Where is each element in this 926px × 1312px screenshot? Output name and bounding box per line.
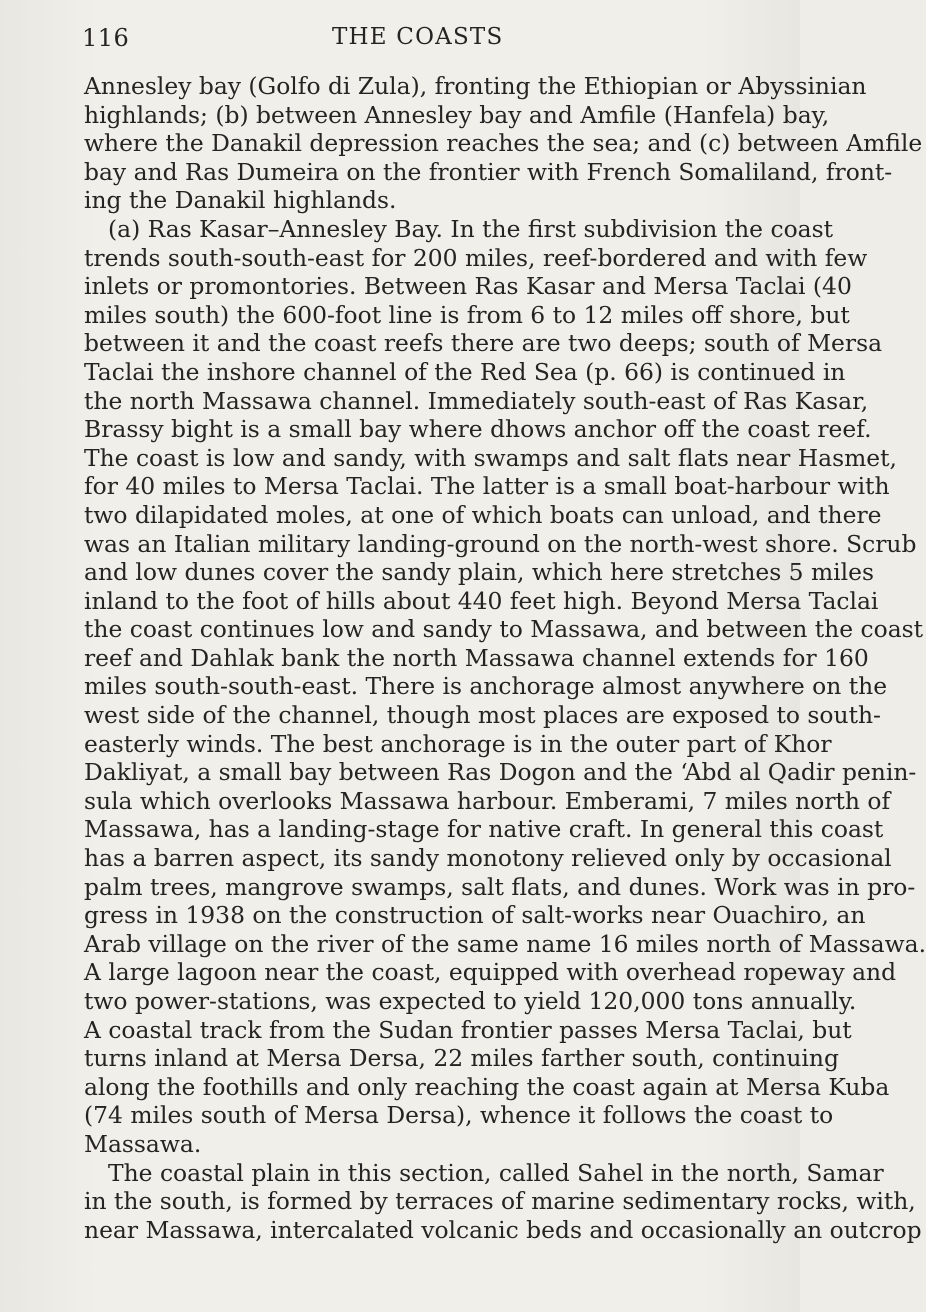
- text-line: reef and Dahlak bank the north Massawa channel extends for 160: [84, 643, 869, 672]
- text-line: west side of the channel, though most places are exposed to south-: [84, 701, 881, 730]
- text-line: The coast is low and sandy, with swamps and salt flats near Hasmet,: [84, 443, 897, 472]
- text-line: near Massawa, intercalated volcanic beds and occasionally an outcrop: [84, 1215, 922, 1244]
- text-line: Arab village on the river of the same name 16 miles north of Massawa.: [84, 929, 926, 958]
- text-line: the coast continues low and sandy to Massawa, and between the coast: [84, 615, 924, 644]
- text-line: Dakliyat, a small bay between Ras Dogon and the ‘Abd al Qadir penin-: [84, 758, 917, 787]
- text-line: miles south-south-east. There is anchorage almost anywhere on the: [84, 672, 888, 701]
- paragraph: [84, 72, 923, 215]
- text-line: inland to the foot of hills about 440 feet high. Beyond Mersa Taclai: [84, 586, 879, 615]
- text-line: palm trees, mangrove swamps, salt flats, and dunes. Work was in pro-: [84, 872, 916, 901]
- text-line: Taclai the inshore channel of the Red Sea (p. 66) is continued in: [84, 357, 846, 386]
- text-line: The coastal plain in this section, called Sahel in the north, Samar: [108, 1158, 884, 1187]
- text-line: (74 miles south of Mersa Dersa), whence it follows the coast to: [84, 1101, 834, 1130]
- text-line: A coastal track from the Sudan frontier passes Mersa Taclai, but: [84, 1015, 852, 1044]
- text-line: was an Italian military landing-ground on the north-west shore. Scrub: [84, 529, 917, 558]
- text-line: highlands; (b) between Annesley bay and Amfile (Hanfela) bay,: [84, 100, 830, 129]
- text-line: Massawa, has a landing-stage for native craft. In general this coast: [84, 815, 884, 844]
- page-number: 116: [82, 24, 130, 52]
- text-line: Massawa.: [84, 1129, 202, 1158]
- text-line: trends south-south-east for 200 miles, reef-bordered and with few: [84, 243, 868, 272]
- text-line: has a barren aspect, its sandy monotony relieved only by occasional: [84, 844, 892, 873]
- text-line: between it and the coast reefs there are two deeps; south of Mersa: [84, 329, 883, 358]
- page-header: [82, 20, 788, 60]
- text-line: where the Danakil depression reaches the sea; and (c) between Amfile: [84, 129, 923, 158]
- running-head: THE COASTS: [332, 24, 504, 50]
- text-line: the north Massawa channel. Immediately south-east of Ras Kasar,: [84, 386, 869, 415]
- text-line: Brassy bight is a small bay where dhows anchor off the coast reef.: [84, 415, 872, 444]
- text-line: in the south, is formed by terraces of marine sedimentary rocks, with,: [84, 1187, 916, 1216]
- text-line: two power-stations, was expected to yield 120,000 tons annually.: [84, 987, 857, 1015]
- text-line: two dilapidated moles, at one of which boats can unload, and there: [84, 500, 882, 529]
- paragraph: [84, 214, 926, 1159]
- text-line: and low dunes cover the sandy plain, which here stretches 5 miles: [84, 558, 874, 587]
- text-line: inlets or promontories. Between Ras Kasar and Mersa Taclai (40: [84, 272, 852, 301]
- text-line: turns inland at Mersa Dersa, 22 miles farther south, continuing: [84, 1044, 839, 1073]
- text-line: ing the Danakil highlands.: [84, 186, 397, 215]
- text-line: (a) Ras Kasar–Annesley Bay. In the first subdivision the coast: [108, 214, 833, 243]
- text-line: gress in 1938 on the construction of salt-works near Ouachiro, an: [84, 901, 866, 930]
- paragraph: [84, 1158, 922, 1245]
- text-line: bay and Ras Dumeira on the frontier with French Somaliland, front-: [84, 157, 893, 186]
- text-line: sula which overlooks Massawa harbour. Emberami, 7 miles north of: [84, 786, 891, 815]
- text-line: A large lagoon near the coast, equipped with overhead ropeway and: [84, 958, 897, 987]
- text-line: miles south) the 600-foot line is from 6 to 12 miles off shore, but: [84, 300, 850, 329]
- text-line: easterly winds. The best anchorage is in the outer part of Khor: [84, 729, 832, 758]
- text-line: for 40 miles to Mersa Taclai. The latter is a small boat-harbour with: [84, 472, 890, 501]
- body-text: [84, 72, 926, 1244]
- text-line: Annesley bay (Golfo di Zula), fronting the Ethiopian or Abyssinian: [84, 72, 867, 100]
- text-line: along the foothills and only reaching the coast again at Mersa Kuba: [84, 1072, 890, 1101]
